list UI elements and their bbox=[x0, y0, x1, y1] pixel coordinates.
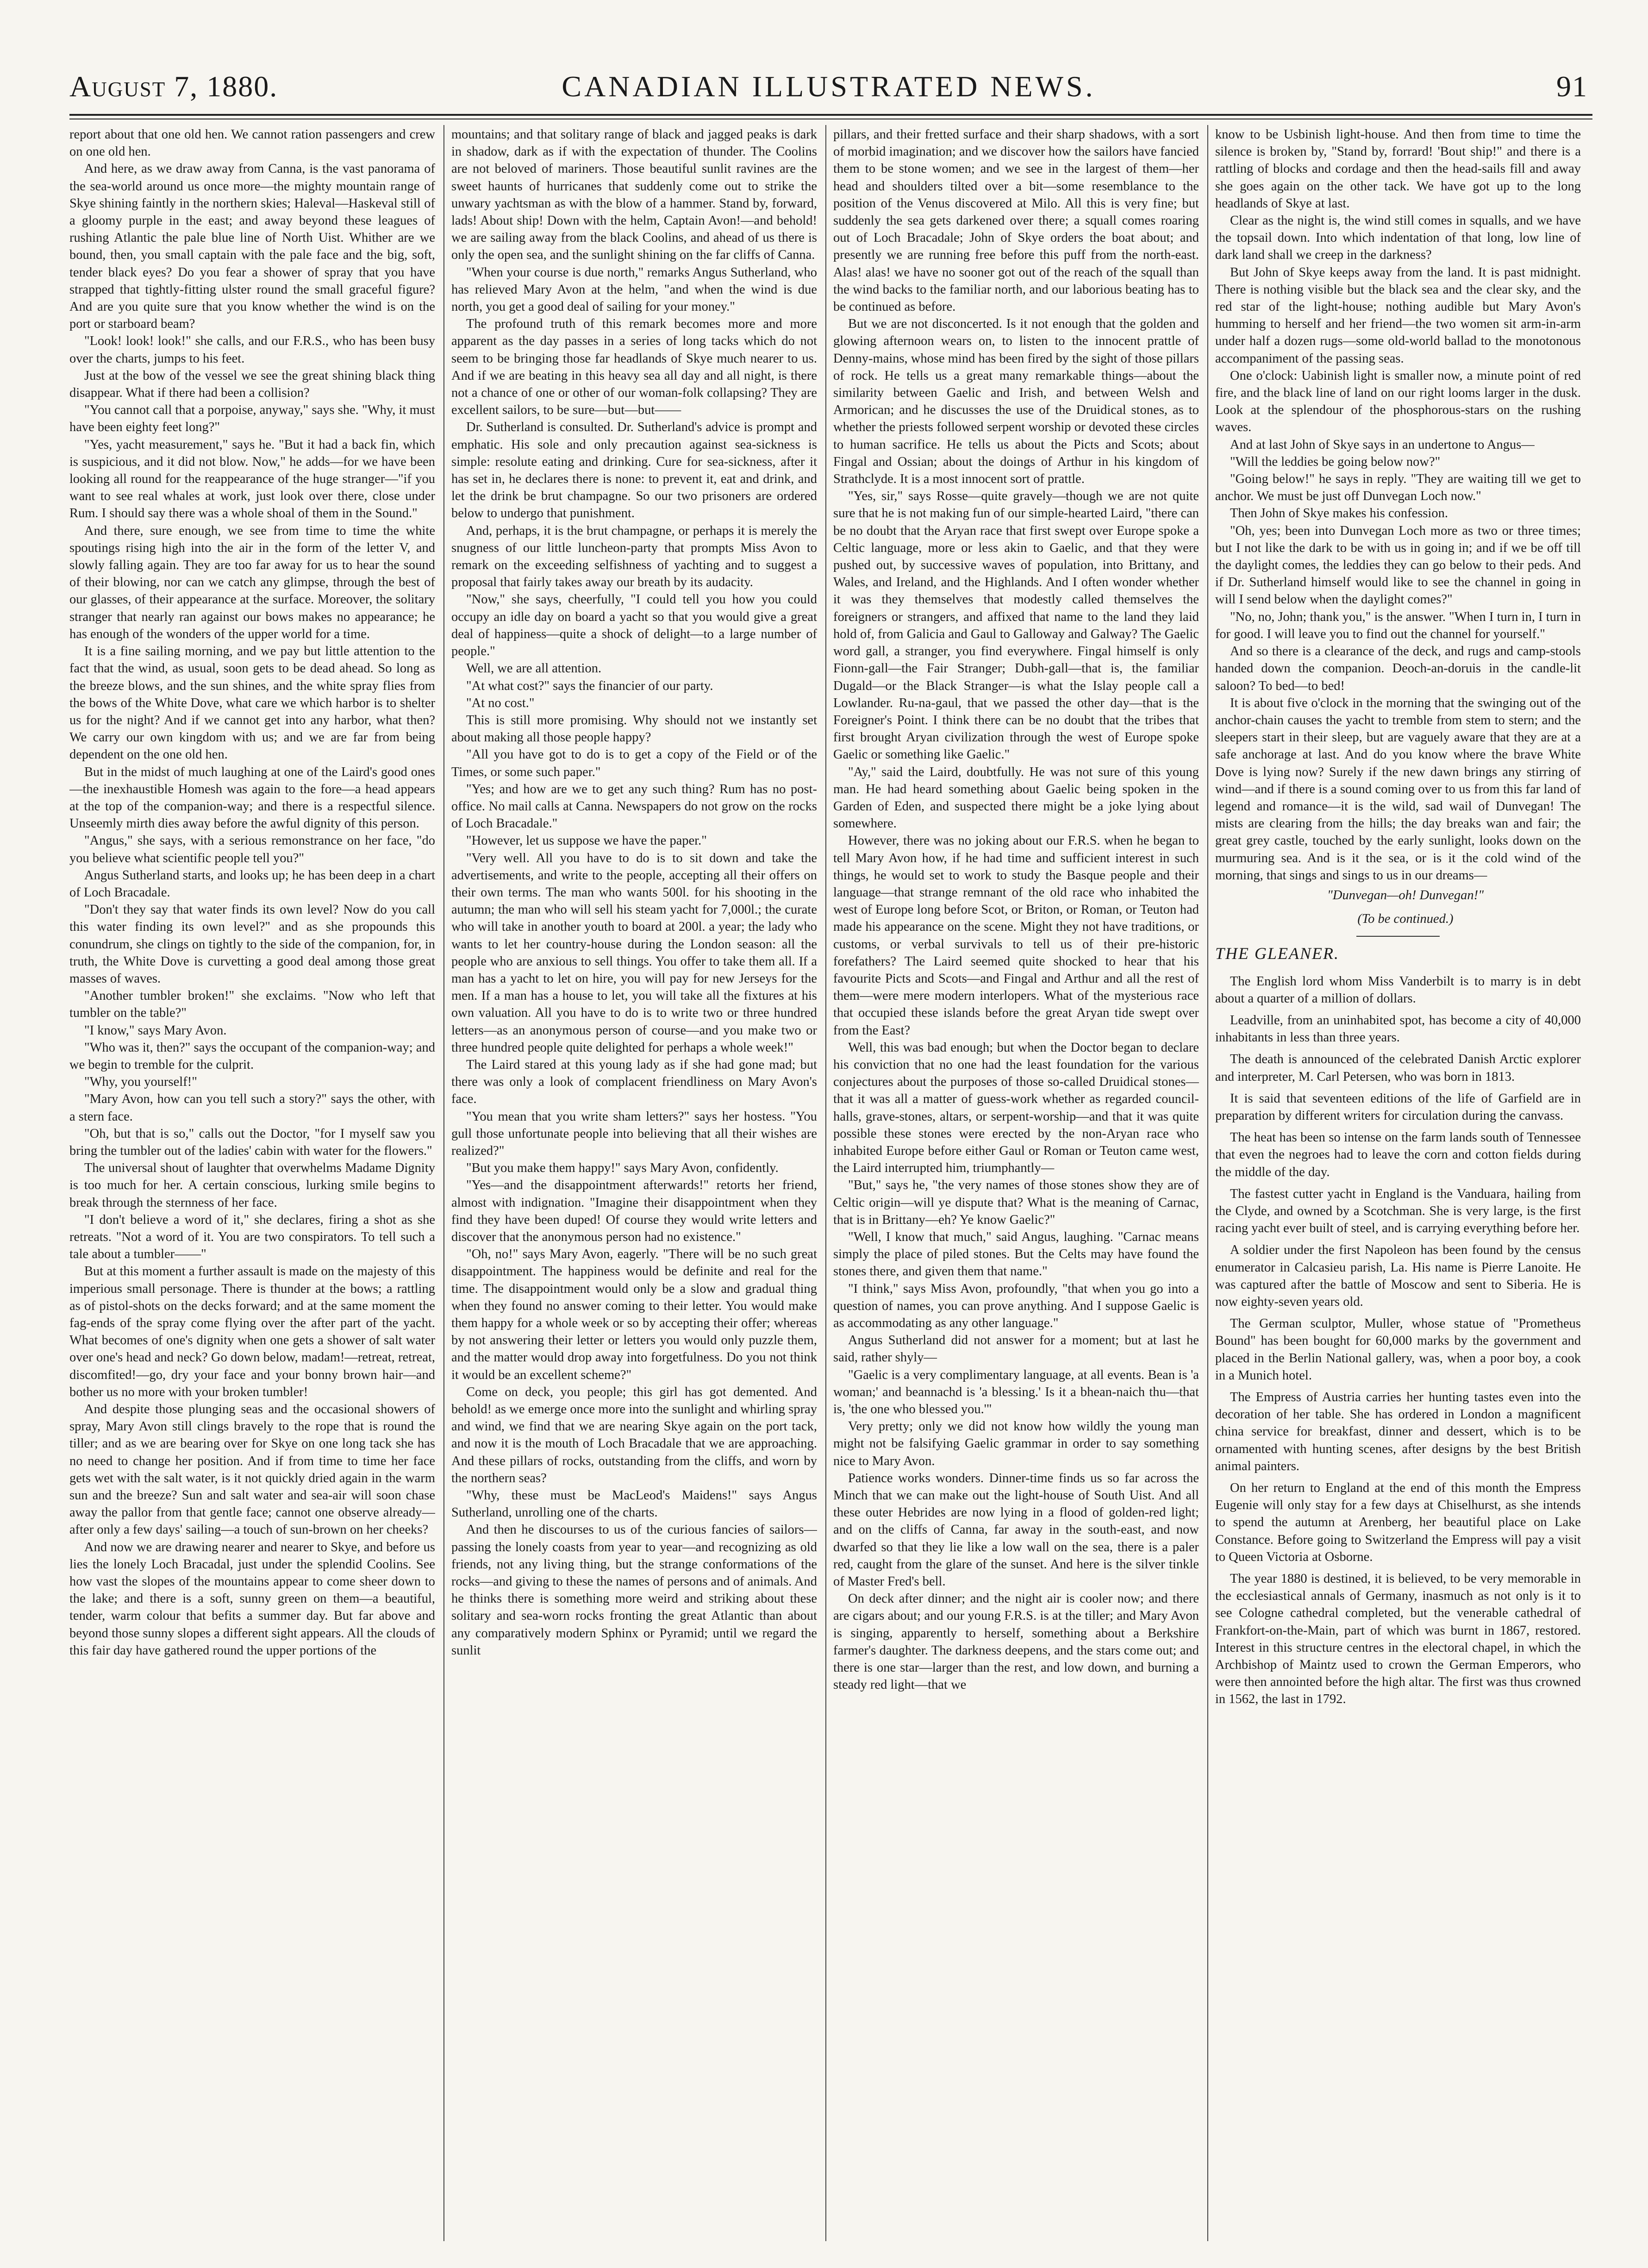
column-separator bbox=[443, 125, 444, 2241]
gleaner-item: The German sculptor, Muller, whose statue of "Prometheus Bound" has been bought for 60,000 marks by the government and placed in the Berlin National gallery, was, when a poor boy, a cook in a Munich hotel. bbox=[1215, 1316, 1581, 1383]
paragraph: And, perhaps, it is the brut champagne, or perhaps it is merely the snugness of our little luncheon-party that prompts Miss Avon to remark on the exceeding selfishness of yachting and to suggest a proposal that fairly takes away our breath by its audacity. bbox=[451, 523, 817, 590]
paragraph: "At what cost?" says the financier of our party. bbox=[466, 678, 713, 693]
paragraph: "Very well. All you have to do is to sit down and take the advertisements, and write to the people, accepting all their offers on their own terms. The man who wants 500l. for his shooting in the autumn; the man who will sell his steam yacht for 7,000l.; the curate who will take in another youth to board at 200l. a year; the lady who wants to let her country-house during the London season: all the people who are anxious to sell things. You offer to take them all. If a man has a yacht to let on hire, you will pay for new Jerseys for the men. If a man has a house to let, you will take all the fixtures at his own valuation. All you have to do is to write two or three hundred letters—as an anonymous person of course—and you make two or three hundred people quite delighted for perhaps a whole week!" bbox=[451, 851, 817, 1055]
paragraph: "Don't they say that water finds its own level? Now do you call this water finding its own level?" and as she propounds this conundrum, she clings on tightly to the side of the companion, for, in truth, the White Dove is curvetting a good deal among those great masses of waves. bbox=[69, 902, 435, 986]
story-continuation bbox=[1215, 126, 1581, 884]
section-divider bbox=[1356, 936, 1440, 937]
to-be-continued: (To be continued.) bbox=[1357, 912, 1454, 927]
gleaner-section bbox=[1215, 973, 1581, 1708]
paragraph: "No, no, John; thank you," is the answer. "When I turn in, I turn in for good. I will leave you to find out the channel for yourself." bbox=[1215, 609, 1581, 641]
paragraph: Just at the bow of the vessel we see the great shining black thing disappear. What if there had been a collision? bbox=[69, 368, 435, 401]
paragraph: Dr. Sutherland is consulted. Dr. Sutherland's advice is prompt and emphatic. His sole and only precaution against sea-sickness is simple: resolute eating and drinking. Cure for sea-sickness, after it has set in, he declares there is none: to prevent it, eat and drink, and let the drink be brut champagne. So our two prisoners are ordered below to undergo that punishment. bbox=[451, 420, 817, 521]
paragraph: But at this moment a further assault is made on the majesty of this imperious small personage. There is thunder at the bows; a rattling as of pistol-shots on the decks forward; and at the same moment the fag-ends of the spray come flying over the after part of the yacht. What becomes of one's dignity when one gets a shower of salt water over one's head and neck? Go down below, madam!—retreat, retreat, discomfited!—go, dry your face and your bonny brown hair—and bother us no more with your broken tumbler! bbox=[69, 1264, 435, 1399]
paragraph: Well, this was bad enough; but when the Doctor began to declare his conviction that no one had the least foundation for the various conjectures about the purposes of those so-called Druidical stones—that it was all a matter of guess-work whether as regarded council-halls, grave-stones, altars, or serpent-worship—and that it was quite possible these stones were erected by the non-Aryan race who inhabited Europe before either Gaul or Roman or Teuton came west, the Laird interrupted him, triumphantly— bbox=[833, 1040, 1199, 1176]
gleaner-item: It is said that seventeen editions of the life of Garfield are in preparation by different writers for circulation during the canvass. bbox=[1215, 1091, 1581, 1123]
paragraph: Then John of Skye makes his confession. bbox=[1230, 506, 1448, 521]
paragraph: It is about five o'clock in the morning that the swinging out of the anchor-chain causes the yacht to tremble from stem to stern; and the sleepers start in their sleep, but are vaguely aware that they are at a safe anchorage at last. And do you know where the brave White Dove is lying now? Surely if the new dawn brings any stirring of wind—and if there is a sound coming over to us from this far land of legend and romance—it is the wild, sad wail of Dunvegan! The mists are clearing from the hills; the day breaks wan and fair; the great grey castle, touched by the early sunlight, looks down on the murmuring sea. And is it the sea, or is it the cold wind of the morning, that sings and sings to us in our dreams— bbox=[1215, 695, 1581, 883]
paragraph: The universal shout of laughter that overwhelms Madame Dignity is too much for her. A certain conscious, lurking smile begins to break through the sternness of her face. bbox=[69, 1161, 435, 1210]
paragraph: "However, let us suppose we have the paper." bbox=[466, 833, 707, 848]
paragraph: "Going below!" he says in reply. "They are waiting till we get to anchor. We must be just off Dunvegan Loch now." bbox=[1215, 472, 1581, 504]
paragraph: And there, sure enough, we see from time to time the white spoutings rising high into the air in the form of the letter V, and slowly falling again. They are too far away for us to hear the sound of their blowing, nor can we catch any glimpse, through the best of our glasses, of their appearance at the surface. Moreover, the solitary stranger that nearly ran against our bows makes no appearance; he has enough of the wonders of the upper world for a time. bbox=[69, 523, 435, 641]
paragraph: "Why, these must be MacLeod's Maidens!" says Angus Sutherland, unrolling one of the charts. bbox=[451, 1488, 817, 1520]
gleaner-item: The Empress of Austria carries her hunting tastes even into the decoration of her table. She has ordered in London a magnificent china service for breakfast, dinner and dessert, which is to be ornamented with hunting scenes, after designs by the best British animal painters. bbox=[1215, 1390, 1581, 1473]
paragraph: "Mary Avon, how can you tell such a story?" says the other, with a stern face. bbox=[69, 1092, 435, 1124]
gleaner-item: A soldier under the first Napoleon has been found by the census enumerator in Calcasieu parish, La. His name is Pierre Lanoite. He was captured after the battle of Moscow and sent to Siberia. He is now eighty-seven years old. bbox=[1215, 1243, 1581, 1309]
column-separator bbox=[1207, 125, 1208, 2241]
paragraph: And now we are drawing nearer and nearer to Skye, and before us lies the lonely Loch Bracadal, just under the splendid Coolins. See how vast the slopes of the mountains appear to come sheer down to the lake; and there is a soft, sunny green on them—a beautiful, tender, warm colour that befits a summer day. But far above and beyond those sunny slopes a different sight appears. All the clouds of this fair day have gathered round the upper portions of the bbox=[69, 1540, 435, 1658]
paragraph: "Look! look! look!" she calls, and our F.R.S., who has been busy over the charts, jumps to his feet. bbox=[69, 334, 435, 366]
paragraph: "Yes—and the disappointment afterwards!" retorts her friend, almost with indignation. "Imagine their disappointment when they find they have been duped! Of course they would write letters and discover that the anonymous person had no existence." bbox=[451, 1178, 817, 1244]
paragraph: "Will the leddies be going below now?" bbox=[1230, 454, 1441, 469]
paragraph: "Who was it, then?" says the occupant of the companion-way; and we begin to tremble for the culprit. bbox=[69, 1040, 435, 1072]
gleaner-item: Leadville, from an uninhabited spot, has become a city of 40,000 inhabitants in less than three years. bbox=[1215, 1013, 1581, 1045]
issue-date: August 7, 1880. bbox=[69, 70, 278, 103]
column-2 bbox=[451, 126, 817, 2237]
paragraph: "I don't believe a word of it," she declares, firing a shot as she retreats. "Not a word of it. You are two conspirators. To tell such a tale about a tumbler——" bbox=[69, 1212, 435, 1262]
paragraph: "Yes, yacht measurement," says he. "But it had a back fin, which is suspicious, and it did not blow. Now," he adds—for we have been looking all round for the reappearance of the huge stranger—"if you want to see real whales at work, just look over there, close under Rum. I should say there was a whole shoal of them in the Sound." bbox=[69, 437, 435, 521]
paragraph: "All you have got to do is to get a copy of the Field or of the Times, or some such paper." bbox=[451, 747, 817, 779]
paragraph: And despite those plunging seas and the occasional showers of spray, Mary Avon still clings bravely to the rope that is round the tiller; and as we are bearing over for Skye on one long tack she has no need to change her position. And if from time to time her face gets wet with the salt water, is it not quickly dried again in the warm sun and the breeze? Sun and salt water and sea-air will soon chase away the pallor from that gentle face; cannot one observe already—after only a few days' sailing—a touch of sun-brown on her cheeks? bbox=[69, 1402, 435, 1537]
paragraph: pillars, and their fretted surface and their sharp shadows, with a sort of morbid imagination; and we discover how the sailors have fancied them to be stone women; and we see in the largest of them—her head and shoulders tilted over a bit—some resemblance to the position of the Venus discovered at Milo. All this is very fine; but suddenly the sea gets darkened over there; a squall comes roaring out of Loch Bracadale; John of Skye orders the boat about; and presently we are running free before this puff from the north-east. Alas! alas! we have no sooner got out of the reach of the squall than the wind backs to the familiar north, and our laborious beating has to be continued as before. bbox=[833, 127, 1199, 314]
paragraph: However, there was no joking about our F.R.S. when he began to tell Mary Avon how, if he had time and sufficient interest in such things, he would set to work to study the Basque people and their language—that strange remnant of the old race who inhabited the west of Europe long before Scot, or Briton, or Roman, or Teuton had made his appearance on the scene. Might they not have traditions, or customs, or verbal survivals to tell us of their pre-historic forefathers? The Laird seemed quite shocked to hear that his favourite Picts and Scots—and Fingal and Arthur and all the rest of them—were mere modern interlopers. What of the mysterious race that occupied these islands before the great Aryan tide swept over from the East? bbox=[833, 833, 1199, 1038]
column-3 bbox=[833, 126, 1199, 2237]
paragraph: The Laird stared at this young lady as if she had gone mad; but there was only a look of complacent friendliness on Mary Avon's face. bbox=[451, 1057, 817, 1107]
paragraph: "Why, you yourself!" bbox=[84, 1075, 197, 1090]
page-number: 91 bbox=[1556, 70, 1588, 103]
gleaner-item: The death is announced of the celebrated Danish Arctic explorer and interpreter, M. Carl Petersen, who was born in 1813. bbox=[1215, 1052, 1581, 1084]
paragraph: "Oh, no!" says Mary Avon, eagerly. "There will be no such great disappointment. The happiness would be definite and real for the time. The disappointment would only be a slow and gradual thing when they found no answer coming to their letter. You would make them happy for a whole week or so by accepting their offer; whereas by not answering their letter or letters you would only puzzle them, and the matter would drop away into forgetfulness. Do you not think it would be an excellent scheme?" bbox=[451, 1247, 817, 1382]
gleaner-item: The English lord whom Miss Vanderbilt is to marry is in debt about a quarter of a million of dollars. bbox=[1215, 974, 1581, 1006]
gleaner-item: The fastest cutter yacht in England is the Vanduara, hailing from the Clyde, and owned by a Scotchman. She is very large, is the first racing yacht ever built of steel, and is carrying everything before her. bbox=[1215, 1186, 1581, 1236]
paragraph: Angus Sutherland did not answer for a moment; but at last he said, rather shyly— bbox=[833, 1333, 1199, 1365]
paragraph: This is still more promising. Why should not we instantly set about making all those people happy? bbox=[451, 713, 817, 745]
paragraph: But John of Skye keeps away from the land. It is past midnight. There is nothing visible but the black sea and the clear sky, and the red star of the light-house; nothing audible but Mary Avon's humming to herself and her friend—the two women sit arm-in-arm under half a dozen rugs—some old-world ballad to the monotonous accompaniment of the passing seas. bbox=[1215, 265, 1581, 366]
paragraph: "Another tumbler broken!" she exclaims. "Now who left that tumbler on the table?" bbox=[69, 989, 435, 1021]
paragraph: And here, as we draw away from Canna, is the vast panorama of the sea-world around us once more—the mighty mountain range of Skye shining faintly in the northern skies; Haleval—Haskeval still of a gloomy purple in the east; and away beyond these leagues of rushing Atlantic the pale blue line of North Uist. Whither are we bound, then, you small captain with the pale face and the big, soft, tender black eyes? Do you fear a shower of spray that you have strapped that tightly-fitting ulster round the small graceful figure? And are you quite sure that you know whether the wind is on the port or starboard beam? bbox=[69, 162, 435, 332]
paragraph: mountains; and that solitary range of black and jagged peaks is dark in shadow, dark as if with the expectation of thunder. The Coolins are not beloved of mariners. Those beautiful sunlit ravines are the sweet haunts of hurricanes that suddenly come out to strike the unwary yachtsman as with the blow of a hammer. Stand by, forward, lads! About ship! Down with the helm, Captain Avon!—and behold! we are sailing away from the black Coolins, and ahead of us there is only the open sea, and the sunlight shining on the far cliffs of Canna. bbox=[451, 127, 817, 263]
paragraph: But we are not disconcerted. Is it not enough that the golden and glowing afternoon wears on, to listen to the innocent prattle of Denny-mains, whose mind has been fired by the sight of those pillars of rock. He tells us a great many remarkable things—about the similarity between Gaelic and Irish, and between Welsh and Armorican; and he discusses the use of the Druidical stones, as to whether the priests followed serpent worship or devoted these circles to human sacrifice. He tells us about the Picts and Scots; about Fingal and Ossian; about the doings of Arthur in his kingdom of Strathclyde. It is a most innocent sort of prattle. bbox=[833, 317, 1199, 487]
paragraph: "You cannot call that a porpoise, anyway," says she. "Why, it must have been eighty feet long?" bbox=[69, 403, 435, 435]
paragraph: "Gaelic is a very complimentary language, at all events. Bean is 'a woman;' and beannachd is 'a blessing.' Is it a bhean-naich thu—that is, 'the one who blessed you.'" bbox=[833, 1367, 1199, 1417]
paragraph: But in the midst of much laughing at one of the Laird's good ones—the inexhaustible Homesh was again to the fore—a head appears at the top of the companion-way; and there is a respectful silence. Unseemly mirth dies away before the awful dignity of this person. bbox=[69, 764, 435, 831]
gleaner-heading: THE GLEANER. bbox=[1215, 944, 1340, 963]
paragraph: One o'clock: Uabinish light is smaller now, a minute point of red fire, and the black line of land on our right looms larger in the dusk. Look at the splendour of the phosphorous-stars on the rushing waves. bbox=[1215, 368, 1581, 435]
gleaner-item: The year 1880 is destined, it is believed, to be very memorable in the ecclesiastical annals of Germany, inasmuch as not only is it to see Cologne cathedral completed, but the venerable cathedral of Frankfort-on-the-Main, part of which was burnt in 1867, restored. Interest in this structure centres in the electoral chapel, in which the Archbishop of Maintz used to crown the German Emperors, who were then annointed before the high altar. The first was thus crowned in 1562, the last in 1792. bbox=[1215, 1572, 1581, 1707]
paragraph: And so there is a clearance of the deck, and rugs and camp-stools handed down the companion. Deoch-an-doruis in the candle-lit saloon? To bed—to bed! bbox=[1215, 644, 1581, 693]
paragraph: "But," says he, "the very names of those stones show they are of Celtic origin—will ye dispute that? What is the meaning of Carnac, that is in Brittany—eh? Ye know Gaelic?" bbox=[833, 1178, 1199, 1227]
paragraph: "But you make them happy!" says Mary Avon, confidently. bbox=[466, 1161, 779, 1176]
paragraph: "When your course is due north," remarks Angus Sutherland, who has relieved Mary Avon at the helm, "and when the wind is due north, you get a good deal of sailing for your money." bbox=[451, 265, 817, 314]
paragraph: And at last John of Skye says in an undertone to Angus— bbox=[1230, 437, 1535, 452]
paragraph: It is a fine sailing morning, and we pay but little attention to the fact that the wind, as usual, soon gets to be dead ahead. So long as the breeze blows, and the sun shines, and the white spray flies from the bows of the White Dove, what care we which harbor is to shelter us for the night? And if we cannot get into any harbor, what then? We carry our own kingdom with us; and we are far from being dependent on the one old hen. bbox=[69, 644, 435, 762]
column-4 bbox=[1215, 126, 1581, 2237]
paragraph: "You mean that you write sham letters?" says her hostess. "You gull those unfortunate people into believing that all their wishes are realized?" bbox=[451, 1109, 817, 1158]
paragraph: report about that one old hen. We cannot ration passengers and crew on one old hen. bbox=[69, 127, 435, 159]
paragraph: "Yes; and how are we to get any such thing? Rum has no post-office. No mail calls at Canna. Newspapers do not grow on the rocks of Loch Bracadale." bbox=[451, 782, 817, 831]
paragraph: "Yes, sir," says Rosse—quite gravely—though we are not quite sure that he is not making fun of our simple-hearted Laird, "there can be no doubt that the Aryan race that first swept over Europe spoke a Celtic language, more or less akin to Gaelic, and that they were pushed out, by successive waves of population, into Brittany, and Wales, and Ireland, and the Highlands. And I often wonder whether it was they themselves that modestly called themselves the foreigners or strangers, and affixed that name to the land they laid hold of, from Galicia and Gaul to Galloway and Galway? The Gaelic word gall, a stranger, you find everywhere. Fingal himself is only Fionn-gall—the Fair Stranger; Dubh-gall—that is, the familiar Dugald—or the Black Stranger—is what the Islay people call a Lowlander. Ru-na-gaul, that we passed the other day—that is the Foreigner's Point. I think there can be no doubt that the tribes that first brought Aryan civilization through the west of Europe spoke Gaelic or something like Gaelic." bbox=[833, 489, 1199, 762]
paragraph: know to be Usbinish light-house. And then from time to time the silence is broken by, "Stand by, forrard! 'Bout ship!" and there is a rattling of blocks and cordage and then the head-sails fill and away she goes again on the other tack. We have got up to the long headlands of Skye at last. bbox=[1215, 127, 1581, 211]
paragraph: "Now," she says, cheerfully, "I could tell you how you could occupy an idle day on board a yacht so that you would give a great deal of happiness—quite a shock of delight—to a large number of people." bbox=[451, 592, 817, 659]
gleaner-item: The heat has been so intense on the farm lands south of Tennessee that even the negroes had to leave the corn and cotton fields during the middle of the day. bbox=[1215, 1130, 1581, 1179]
paragraph: "I think," says Miss Avon, profoundly, "that when you go into a question of names, you can prove anything. And I suppose Gaelic is as accommodating as any other language." bbox=[833, 1281, 1199, 1331]
paragraph: "Angus," she says, with a serious remonstrance on her face, "do you believe what scientific people tell you?" bbox=[69, 833, 435, 865]
gleaner-item: On her return to England at the end of this month the Empress Eugenie will only stay for a few days at Chiselhurst, as she intends to spend the autumn at Arenberg, her beautiful place on Lake Constance. Before going to Switzerland the Empress will pay a visit to Queen Victoria at Osborne. bbox=[1215, 1481, 1581, 1564]
masthead bbox=[69, 69, 1588, 116]
paragraph: Well, we are all attention. bbox=[466, 661, 602, 676]
header-rule bbox=[69, 114, 1592, 116]
paragraph: Angus Sutherland starts, and looks up; he has been deep in a chart of Loch Bracadale. bbox=[69, 868, 435, 900]
paragraph: Clear as the night is, the wind still comes in squalls, and we have the topsail down. Into which indentation of that long, low line of dark land shall we creep in the darkness? bbox=[1215, 213, 1581, 263]
column-separator bbox=[825, 125, 826, 2241]
paragraph: "Oh, but that is so," calls out the Doctor, "for I myself saw you bring the tumbler out of the ladies' cabin with water for the flowers." bbox=[69, 1126, 435, 1158]
newspaper-title: CANADIAN ILLUSTRATED NEWS. bbox=[562, 70, 1096, 103]
paragraph: "Oh, yes; been into Dunvegan Loch more as two or three times; but I not like the dark to be with us in going in; and if we be off till the daylight comes, the leddies they can go below to their peds. And if Dr. Sutherland himself would like to see the channel in going in will I send below when the daylight comes?" bbox=[1215, 523, 1581, 607]
paragraph: "At no cost." bbox=[466, 695, 535, 710]
paragraph: "Ay," said the Laird, doubtfully. He was not sure of this young man. He had heard something about Gaelic being spoken in the Garden of Eden, and suspected there might be a joke lying about somewhere. bbox=[833, 764, 1199, 831]
paragraph: On deck after dinner; and the night air is cooler now; and there are cigars about; and our young F.R.S. is at the tiller; and Mary Avon is singing, apparently to herself, something about a Berkshire farmer's daughter. The darkness deepens, and the stars come out; and there is one star—larger than the rest, and low down, and burning a steady red light—that we bbox=[833, 1591, 1199, 1692]
paragraph: "I know," says Mary Avon. bbox=[84, 1023, 227, 1038]
closing-quote: "Dunvegan—oh! Dunvegan!" bbox=[1327, 888, 1484, 902]
paragraph: The profound truth of this remark becomes more and more apparent as the day passes in a series of long tacks which do not seem to be bringing those far headlands of Skye much nearer to us. And if we are beating in this heavy sea all day and all night, is there not a chance of one or other of our woman-folk collapsing? They are excellent sailors, to be sure—but—but—— bbox=[451, 317, 817, 418]
paragraph: And then he discourses to us of the curious fancies of sailors—passing the lonely coasts from year to year—and recognizing as old friends, not any living thing, but the strange conformations of the rocks—and giving to these the names of persons and of animals. And he thinks there is something more weird and striking about these solitary and sea-worn rocks fronting the great Atlantic than about any comparatively modern Sphinx or Pyramid; until we regard the sunlit bbox=[451, 1522, 817, 1658]
paragraph: Very pretty; only we did not know how wildly the young man might not be falsifying Gaelic grammar in order to say something nice to Mary Avon. bbox=[833, 1419, 1199, 1468]
paragraph: Come on deck, you people; this girl has got demented. And behold! as we emerge once more into the sunlight and whirling spray and wind, we find that we are nearing Skye again on the port tack, and now it is the mouth of Loch Bracadale that we are approaching. And these pillars of rocks, outstanding from the cliffs, and worn by the northern seas? bbox=[451, 1385, 817, 1485]
paragraph: Patience works wonders. Dinner-time finds us so far across the Minch that we can make out the light-house of South Uist. And all these outer Hebrides are now lying in a flood of golden-red light; and on the cliffs of Canna, far away in the south-east, and now dwarfed so that they lie like a low wall on the sea, there is a paler red, caught from the glare of the sunset. And here is the silver tinkle of Master Fred's bell. bbox=[833, 1471, 1199, 1589]
paragraph: "Well, I know that much," said Angus, laughing. "Carnac means simply the place of piled stones. But the Celts may have found the stones there, and given them that name." bbox=[833, 1230, 1199, 1279]
column-1 bbox=[69, 126, 435, 2237]
